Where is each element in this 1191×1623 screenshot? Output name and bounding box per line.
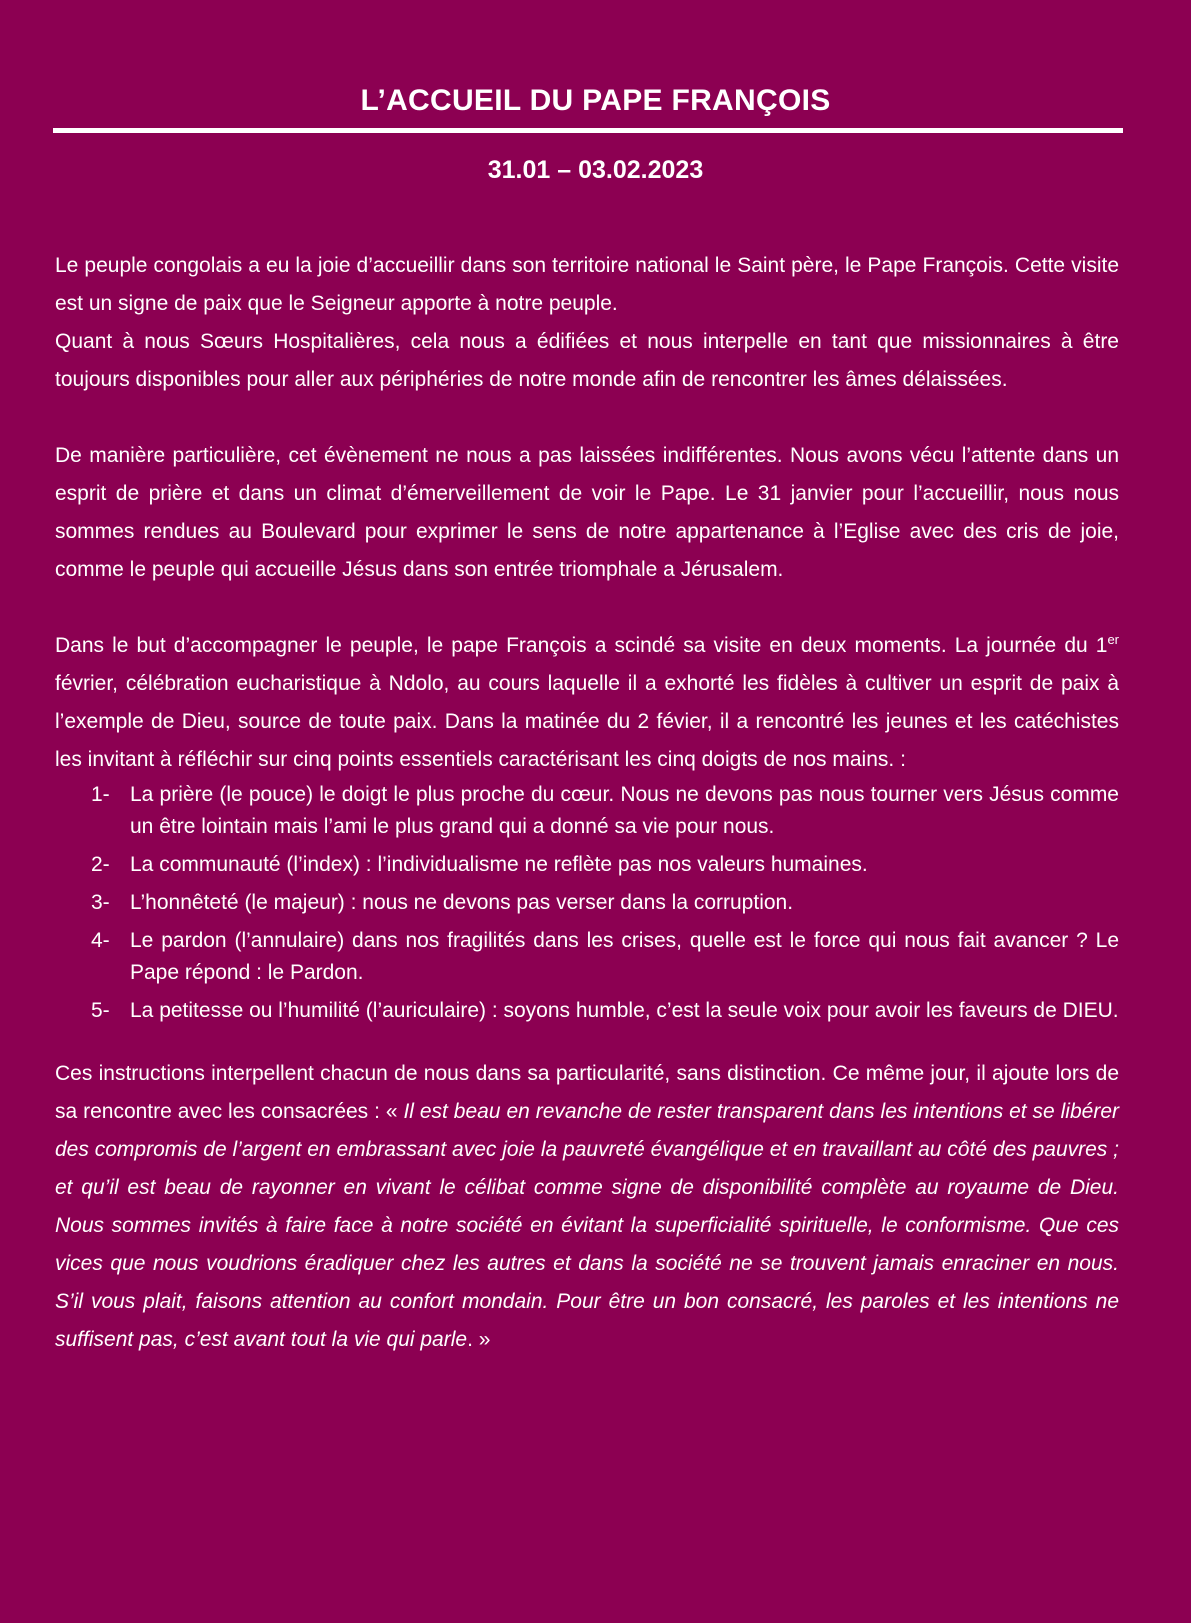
date-range: 31.01 – 03.02.2023 <box>487 156 704 184</box>
list-number: 4- <box>91 929 110 952</box>
list-text: L’honnêteté (le majeur) : nous ne devons pas verser dans la corruption. <box>130 891 794 914</box>
paragraph-visit <box>55 627 1119 779</box>
list-number: 5- <box>91 999 110 1022</box>
paragraph-sisters: Quant à nous Sœurs Hospitalières, cela nous a édifiées et nous interpelle en tant que missionnaires à être toujours disponibles pour aller aux périphéries de notre monde afin de rencontrer les âmes délaissées. <box>55 330 1119 391</box>
list-item <box>55 779 1119 843</box>
visit-text-end: février, célébration eucharistique à Ndolo, au cours laquelle il a exhorté les fidèles à cultiver un esprit de paix à l’exemple de Dieu, source de toute paix. Dans la matinée du 2 févier, il a rencontré les jeunes et les catéchistes les invitant à réfléchir sur cinq points essentiels caractérisant les cinq doigts de nos mains. : <box>55 672 1119 771</box>
list-item <box>55 887 1119 919</box>
paragraph-event: De manière particulière, cet évènement ne nous a pas laissées indifférentes. Nous avons vécu l’attente dans un esprit de prière et dans un climat d’émerveillement de voir le Pape. Le 31 janvier pour l’accueillir, nous nous sommes rendues au Boulevard pour exprimer le sens de notre appartenance à l’Eglise avec des cris de joie, comme le peuple qui accueille Jésus dans son entrée triomphale a Jérusalem. <box>55 444 1119 581</box>
list-item <box>55 849 1119 881</box>
list-item <box>55 995 1119 1027</box>
list-item <box>55 925 1119 989</box>
list-text: La communauté (l’index) : l’individualisme ne reflète pas nos valeurs humaines. <box>130 853 868 876</box>
paragraph-quote <box>55 1055 1119 1359</box>
spacer <box>55 1033 1119 1055</box>
papal-quote: Il est beau en revanche de rester transparent dans les intentions et se libérer des compromis de l’argent en embrassant avec joie la pauvreté évangélique et en travaillant au côté des pauvres ; et qu’il est beau de rayonner en vivant le célibat comme signe de disponibilité complète au royaume de Dieu. Nous sommes invités à faire face à notre société en évitant la superficialité spirituelle, le conformisme. Que ces vices que nous voudrions éradiquer chez les autres et dans la société ne se trouvent jamais enraciner en nous. S’il vous plait, faisons attention au confort mondain. Pour être un bon consacré, les paroles et les intentions ne suffisent pas, c’est avant tout la vie qui parle <box>55 1100 1120 1351</box>
spacer <box>55 589 1119 627</box>
list-text: Le pardon (l’annulaire) dans nos fragilités dans les crises, quelle est le force qui nous fait avancer ? Le Pape répond : le Pardon. <box>130 929 1119 984</box>
page-title: L’ACCUEIL DU PAPE FRANÇOIS <box>360 84 831 117</box>
list-text: La petitesse ou l’humilité (l’auriculaire) : soyons humble, c’est la seule voix pour avoir les faveurs de DIEU. <box>130 999 1119 1022</box>
quote-close: . » <box>467 1328 491 1351</box>
paragraph-intro: Le peuple congolais a eu la joie d’accueillir dans son territoire national le Saint père, le Pape François. Cette visite est un signe de paix que le Seigneur apporte à notre peuple. <box>55 254 1119 315</box>
list-number: 2- <box>91 853 110 876</box>
spacer <box>55 399 1119 437</box>
five-points-list <box>55 779 1119 1027</box>
visit-text-start: Dans le but d’accompagner le peuple, le pape François a scindé sa visite en deux moments. La journée du 1 <box>55 634 1108 657</box>
quote-intro: Ces instructions interpellent chacun de nous dans sa particularité, sans distinction. Ce même jour, il ajoute lors de sa rencontre avec les consacrées : « <box>55 1062 1119 1123</box>
title-divider <box>53 128 1123 133</box>
ordinal-suffix: er <box>1107 632 1119 647</box>
list-number: 3- <box>91 891 110 914</box>
article-body <box>55 247 1119 1359</box>
list-number: 1- <box>91 783 110 806</box>
list-text: La prière (le pouce) le doigt le plus proche du cœur. Nous ne devons pas nous tourner vers Jésus comme un être lointain mais l’ami le plus grand qui a donné sa vie pour nous. <box>130 783 1119 838</box>
